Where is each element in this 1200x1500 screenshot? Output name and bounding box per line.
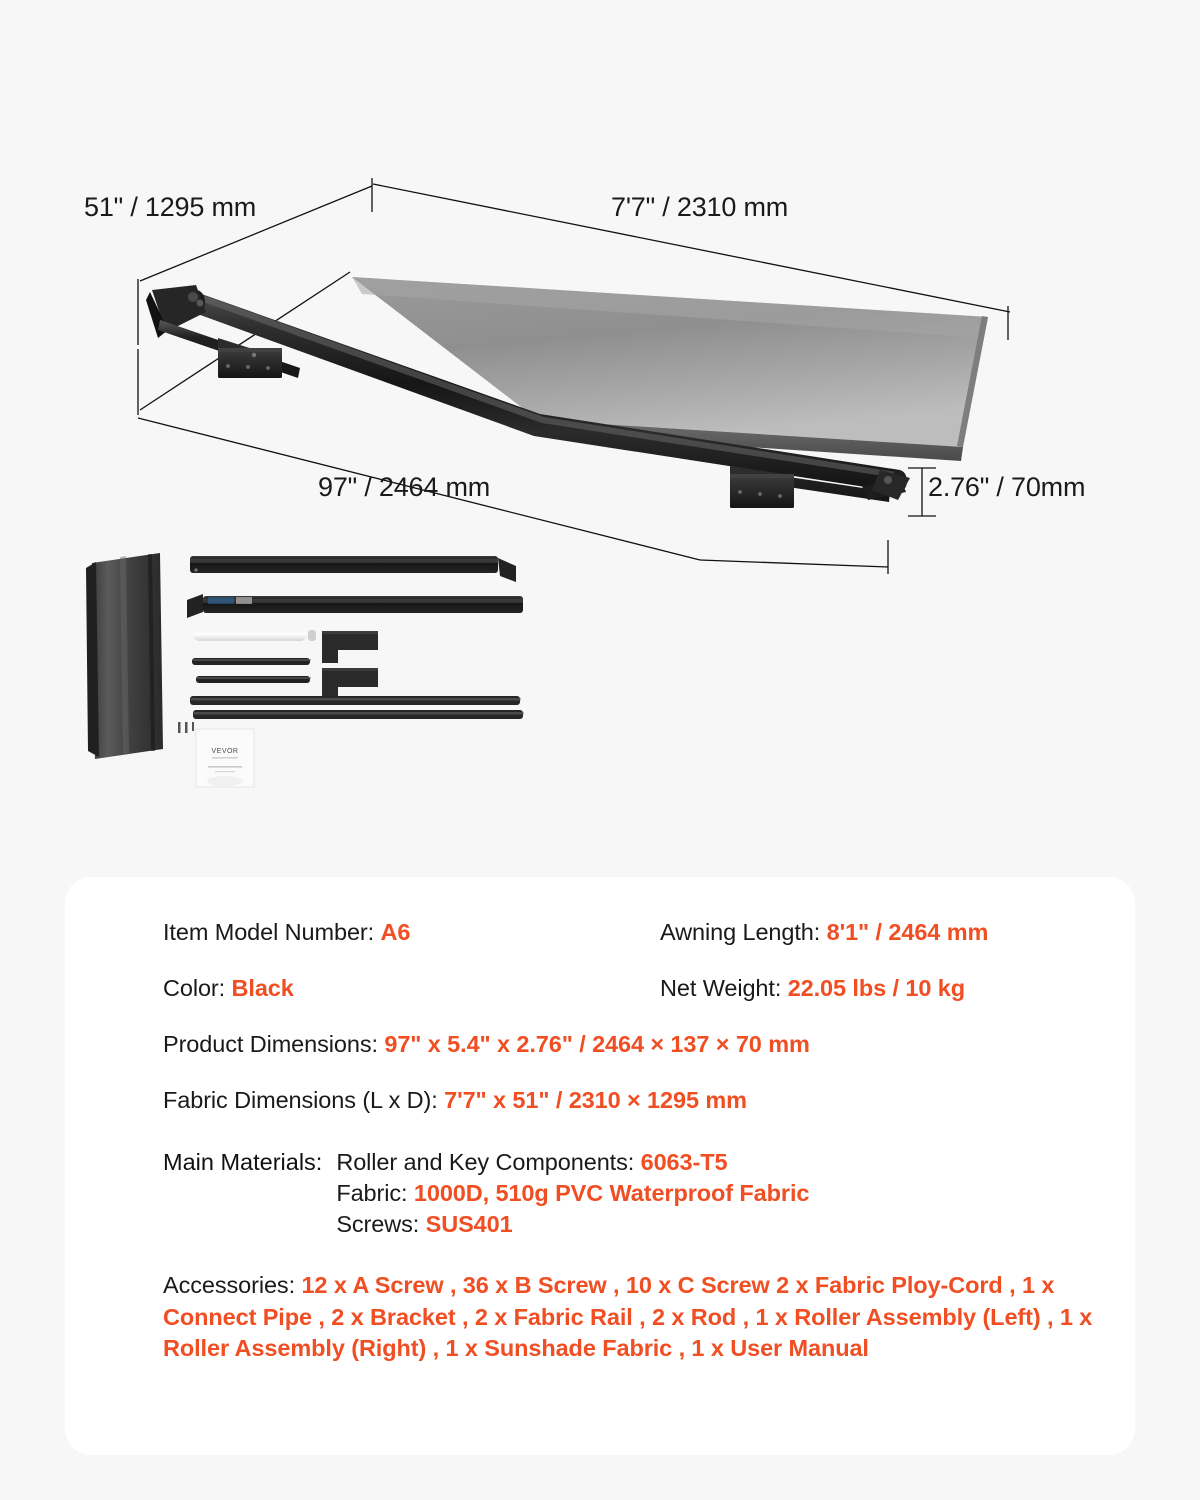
dimension-label-fabric-width: 7'7" / 2310 mm xyxy=(611,192,789,222)
dimension-label-height: 2.76" / 70mm xyxy=(928,472,1086,502)
part-connect-pipe xyxy=(194,630,316,641)
bracket-left xyxy=(218,338,282,378)
spec-label-fabric-dimensions: Fabric Dimensions (L x D): xyxy=(163,1087,438,1113)
spec-label-main-materials: Main Materials: xyxy=(163,1149,323,1175)
part-sunshade-fabric xyxy=(86,553,163,759)
spec-item-material-fabric xyxy=(336,1178,1105,1209)
spec-item-material-roller xyxy=(336,1147,1105,1178)
part-roller-assembly-right-bar xyxy=(190,556,516,582)
awning-canopy xyxy=(352,277,988,461)
spec-item-awning-length xyxy=(660,917,1105,947)
spec-value-fabric-dimensions: 7'7" x 51" / 2310 × 1295 mm xyxy=(444,1087,747,1113)
spec-item-color xyxy=(163,973,660,1003)
spec-value-material-fabric: 1000D, 510g PVC Waterproof Fabric xyxy=(413,1180,810,1206)
spec-value-net-weight: 22.05 lbs / 10 kg xyxy=(787,975,965,1001)
spec-value-product-dimensions: 97" x 5.4" x 2.76" / 2464 × 137 × 70 mm xyxy=(384,1031,810,1057)
spec-label-model: Item Model Number: xyxy=(163,919,375,945)
spec-item-fabric-dimensions xyxy=(163,1085,1105,1115)
spec-item-material-screws xyxy=(336,1209,1105,1240)
part-user-manual xyxy=(196,729,254,787)
spec-row-accessories xyxy=(163,1270,1093,1365)
spec-value-material-screws: SUS401 xyxy=(425,1211,513,1237)
spec-label-product-dimensions: Product Dimensions: xyxy=(163,1031,378,1057)
part-bracket xyxy=(322,631,378,700)
spec-item-product-dimensions xyxy=(163,1029,1105,1059)
dimension-label-length: 97" / 2464 mm xyxy=(318,472,491,502)
manual-brand-text: VEVOR xyxy=(211,748,239,755)
dimension-label-depth: 51" / 1295 mm xyxy=(84,192,257,222)
spec-label-accessories: Accessories: xyxy=(163,1272,296,1298)
spec-value-model: A6 xyxy=(380,919,411,945)
spec-row-color-weight xyxy=(163,973,1105,1003)
spec-row-model-length xyxy=(163,917,1105,947)
spec-label-material-fabric: Fabric: xyxy=(336,1180,408,1206)
part-screws xyxy=(178,722,194,733)
spec-value-color: Black xyxy=(231,975,294,1001)
spec-row-main-materials xyxy=(163,1147,1105,1240)
parts-layout xyxy=(86,553,524,787)
part-fabric-rail xyxy=(190,696,524,719)
spec-label-net-weight: Net Weight: xyxy=(660,975,782,1001)
spec-item-model xyxy=(163,917,660,947)
part-rod xyxy=(192,658,311,683)
part-roller-assembly-left-bar xyxy=(187,594,523,618)
spec-label-color: Color: xyxy=(163,975,226,1001)
spec-label-material-screws: Screws: xyxy=(336,1211,420,1237)
spec-value-material-roller: 6063-T5 xyxy=(640,1149,728,1175)
spec-value-awning-length: 8'1" / 2464 mm xyxy=(826,919,989,945)
spec-value-accessories: 12 x A Screw , 36 x B Screw , 10 x C Screw 2 x Fabric Ploy-Cord , 1 x Connect Pipe , 2 x Bracket , 2 x Fabric Rail , 2 x Rod , 1 x Roller Assembly (Left) , 1 x Roller Assembly (Right) , 1 x Sunshade Fabric , 1 x User Manual xyxy=(163,1272,1093,1361)
spec-row-product-dimensions xyxy=(163,1029,1105,1059)
spec-row-fabric-dimensions xyxy=(163,1085,1105,1115)
spec-label-material-roller: Roller and Key Components: xyxy=(336,1149,635,1175)
specification-card xyxy=(65,877,1135,1455)
spec-label-awning-length: Awning Length: xyxy=(660,919,821,945)
spec-item-net-weight xyxy=(660,973,1105,1003)
